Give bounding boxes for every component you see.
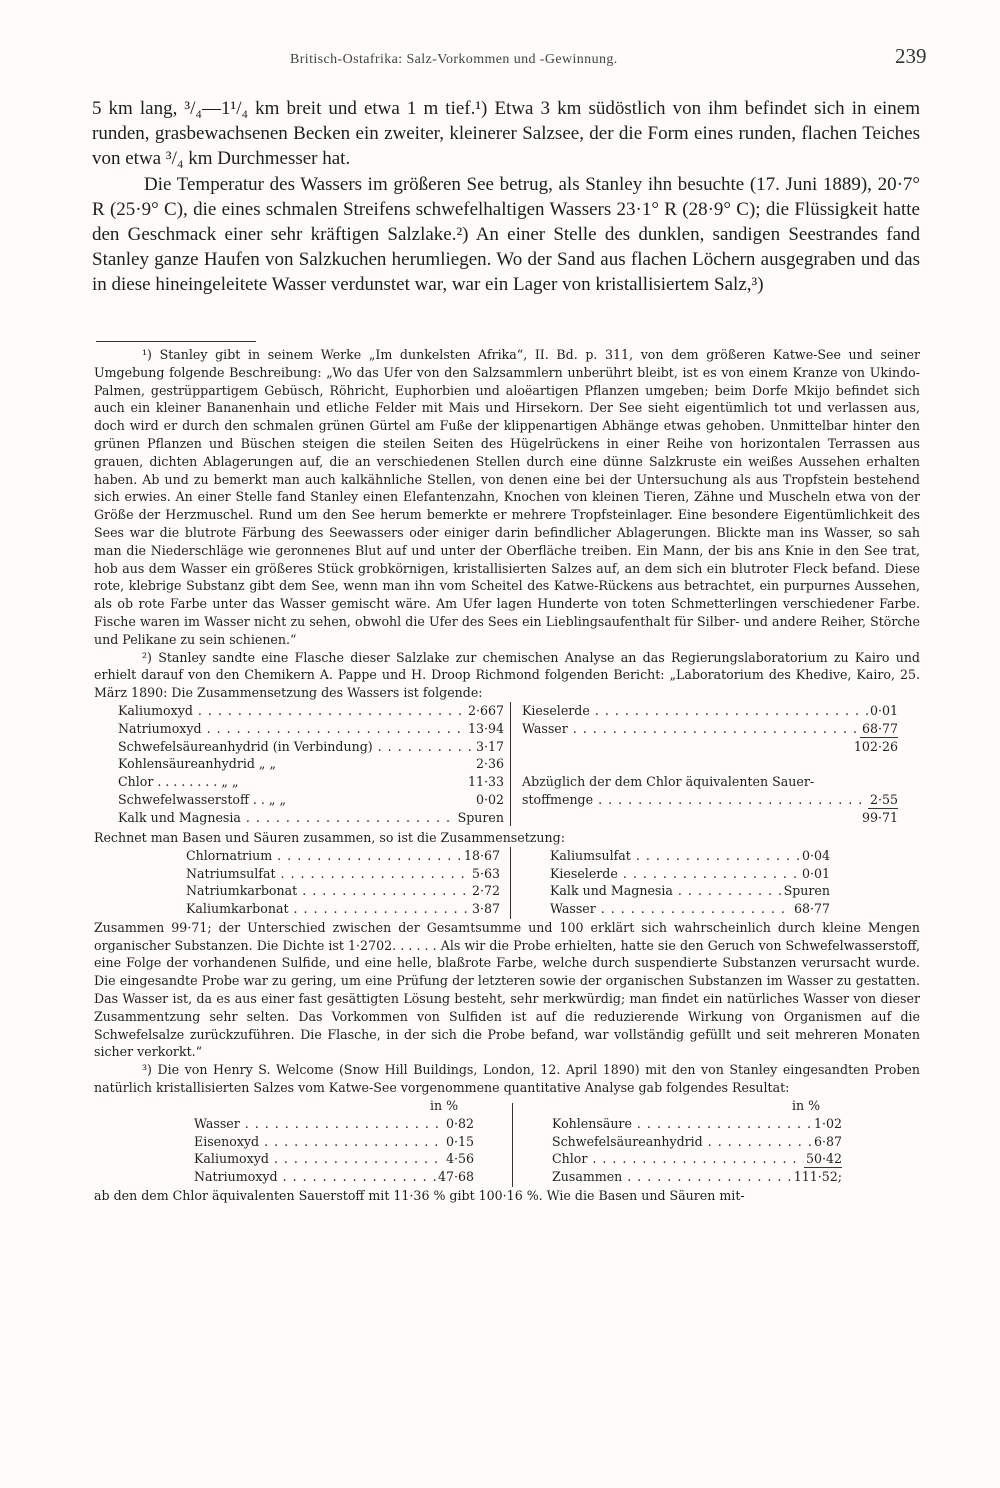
table-row [118,738,504,756]
row-label: Chlor . . . [552,1150,804,1168]
table-row [194,1133,474,1151]
row-label: Kaliumsulfat . . . [550,847,800,865]
analysis-table-1 [94,702,920,829]
row-value: 2·55 [869,791,898,807]
row-value: 3·87 [471,901,500,917]
row-value: Spuren [783,883,830,899]
row-label: Schwefelsäureanhydrid . . . [552,1133,812,1151]
row-value [896,773,898,791]
row-value: Spuren [457,809,504,825]
row-label: Kieselerde . . . [522,702,868,720]
row-label: stoffmenge . . . [522,791,868,809]
row-value: 68·77 [793,901,830,917]
analysis-table-3-right [552,1115,842,1186]
table-divider [510,847,511,919]
row-label: Natriumoxyd . . . [118,720,466,738]
table-row [118,755,504,773]
row-value: 0·15 [445,1133,474,1149]
table-row [522,755,898,773]
row-label: Kieselerde . . . [550,865,800,883]
analysis-table-2-left [186,847,500,918]
row-label: Eisenoxyd . . . [194,1133,444,1151]
text-between: Rechnet man Basen und Säuren zusammen, so ist die Zusammensetzung: [94,829,565,845]
row-label: Kaliumoxyd . . . [194,1150,444,1168]
row-label: Natriumoxyd . . . [194,1168,436,1186]
row-value: 2·36 [475,756,504,772]
table-row [552,1115,842,1133]
paragraph-2: Die Temperatur des Wassers im größeren See betrug, als Stanley ihn besuchte (17. Juni 1889), 20·7° R (25·9° C), die eines schmalen Streifens schwefelhaltigen Wassers 23·1° R (28·9° C); die Flüssigkeit hatte den Geschmack einer sehr kräftigen Salzlake.²) An einer Stelle des dunklen, sandigen Seestrandes fand Stanley ganze Haufen von Salzkuchen herumliegen. Wo der Sand aus flachen Löchern ausgegraben und das in diese hineingeleitete Wasser verdunstet war, war ein Lager von kristallisiertem Salz,³) [92,173,920,296]
table-row [118,791,504,809]
row-value: 13·94 [467,720,504,736]
row-value: 2·72 [471,883,500,899]
table-row [552,1133,842,1151]
table-row [522,720,898,738]
row-value: 1·02 [813,1115,842,1131]
row-value: 0·04 [801,847,830,863]
page-number: 239 [895,44,927,68]
footnote-2-continued: Zusammen 99·71; der Unterschied zwischen der Gesamtsumme und 100 erklärt sich wahrscheinlich durch kleine Mengen organischer Substanzen. Die Dichte ist 1·2702. . . . . . Als wir die Probe erhielten, hatte sie den Geruch von Schwefelwasserstoff, eine Folge der vorhandenen Sulfide, und eine helle, blaßrote Farbe, welche durch suspendierte Substanzen verursacht wurde. Die eingesandte Probe war zu gering, um eine Prüfung der letzteren sowie der organischen Substanzen im Wasser zu gestatten. Das Wasser ist, da es aus einer fast gesättigten Lösung besteht, sehr merkwürdig; man findet ein natürliches Wasser von dieser Zusammentzung sehr selten. Das Vorkommen von Sulfiden ist auf die reduzierende Wirkung von Organismen auf die Schwefelsalze zurückzuführen. Die Flasche, in der sich die Probe befand, war vollständig gefüllt und seit mehreren Monaten sicher verkorkt.“ [94,919,920,1060]
footnote-1: ¹) Stanley gibt in seinem Werke „Im dunkelsten Afrika“, II. Bd. p. 311, von dem größeren Katwe-See und seiner Umgebung folgende Beschreibung: „Wo das Ufer von den Salzsammlern unberührt bleibt, ist es von einem Kranze von Ukindo-Palmen, gestrüppartigem Gebüsch, Röhricht, Euphorbien und aloëartigen Pflanzen umgeben; beim Dorfe Mkijo befindet sich auch ein kleiner Bananenhain und etliche Felder mit Mais und Hirsekorn. Der See sieht eigentümlich tot und verlassen aus, doch wird er durch den schmalen grünen Gürtel am Fuße der klippenartigen Abhänge etwas gehoben. Unmittelbar hinter den grünen Pflanzen und Büschen steigen die steilen Seiten des Hügelrückens in einer Reihe von horizontalen Terrassen aus grauen, dichten Ablagerungen auf, die an verschiedenen Stellen durch eine dünne Salzkruste ein weißes Aussehen erhalten haben. Ab und zu bemerkt man auch kalkähnliche Stellen, von denen eine bei der Untersuchung als aus Tropfstein bestehend sich erwies. An einer Stelle fand Stanley einen Elefantenzahn, Knochen von kleinen Tieren, Zähne und Muscheln etwa von der Größe der Herzmuschel. Rund um den See herum bemerkte er mehrere Tropfsteinlager. Eine besondere Eigentümlichkeit des Sees war die blutrote Färbung des Seewassers oder einiger darin befindlicher Ablagerungen. Blickte man ins Wasser, so sah man die Niederschläge wie geronnenes Blut auf und unter der Oberfläche treiben. Ein Mann, der bis ans Knie in den See trat, hob aus dem Wasser ein größeres Stück grobkörnigen, kristallisierten Salzes auf, an dem sich ein blutroter Fleck befand. Diese rote, klebrige Substanz gibt dem See, wenn man ihn vom Scheitel des Katwe-Rückens aus betrachtet, ein purpurnes Aussehen, als ob rote Farbe unter das Wasser gemischt wäre. Am Ufer lagen Hunderte von toten Schmetterlingen verschiedener Farbe. Fische waren im Wasser nicht zu sehen, obwohl die Ufer des Sees ein Lieblingsaufenthalt für Silber- und andere Reiher, Störche und Pelikane zu sein schienen.“ [94,347,920,647]
row-value [896,755,898,773]
table-row [118,809,504,827]
table-row [552,1168,842,1186]
table-row [552,1150,842,1168]
analysis-table-1-left [118,702,504,827]
row-label: Kohlensäure . . . [552,1115,812,1133]
footnote-rule [96,341,256,342]
table-row [550,900,830,918]
table-row [550,847,830,865]
analysis-table-1-right [522,702,898,827]
row-value: 102·26 [853,738,898,754]
row-label [522,809,860,827]
row-label: Natriumsulfat . . . [186,865,470,883]
table-row [194,1168,474,1186]
row-value: 0·01 [801,865,830,881]
row-value: 99·71 [861,809,898,825]
table-row [522,702,898,720]
row-label: Kaliumoxyd . . . [118,702,466,720]
footnote-3: ³) Die von Henry S. Welcome (Snow Hill Buildings, London, 12. April 1890) mit den von Stanley eingesandten Proben natürlich kristallisierten Salzes vom Katwe-See vorgenommene quantitative Analyse gab folgendes Resultat: [94,1062,920,1095]
row-label: Chlor . . . . . . . . „ „ [118,774,239,790]
row-label: Zusammen . . . [552,1168,792,1186]
row-value: 47·68 [437,1169,474,1185]
table-divider [512,1103,513,1187]
table-row [522,809,898,827]
analysis-table-3 [94,1097,920,1187]
row-value: 68·77 [861,720,898,736]
footnote-2: ²) Stanley sandte eine Flasche dieser Salzlake zur chemischen Analyse an das Regierungslaboratorium zu Kairo und erhielt darauf von den Chemikern A. Pappe und H. Droop Richmond folgenden Bericht: „Laboratorium des Khedive, Kairo, 25. März 1890: Die Zusammensetzung des Wassers ist folgende: [94,649,920,701]
table-row [186,865,500,883]
main-text [92,96,920,298]
row-value: 0·82 [445,1115,474,1131]
row-value: 5·63 [471,865,500,881]
row-value: 111·52; [793,1169,842,1185]
paragraph-1: 5 km lang, ³/₄—1¹/₄ km breit und etwa 1 m tief.¹) Etwa 3 km südöstlich von ihm befindet sich in einem runden, grasbewachsenen Becken ein zweiter, kleinerer Salzsee, der die Form eines runden, flachen Teiches von etwa ³/₄ km Durchmesser hat. [92,98,920,170]
row-label: Wasser . . . [194,1115,444,1133]
table-row [186,847,500,865]
table-row [194,1115,474,1133]
analysis-table-3-left [194,1115,474,1186]
table-divider [510,702,511,826]
row-label [522,755,896,773]
table-row [550,882,830,900]
table-row [522,773,898,791]
table-row [522,791,898,809]
table-row [186,900,500,918]
row-label: Wasser . . . [550,900,792,918]
row-value: 0·01 [869,702,898,718]
row-value: 50·42 [805,1151,842,1167]
table-row [522,738,898,756]
row-value: 11·33 [467,774,504,790]
row-label: Chlornatrium . . . [186,847,462,865]
analysis-table-2-right [550,847,830,918]
table-row [118,702,504,720]
row-label: Kalk und Magnesia . . . [550,882,782,900]
unit-header-right: in % [792,1097,821,1113]
row-label: Schwefelwasserstoff . . „ „ [118,791,286,807]
row-label: Kohlensäureanhydrid „ „ [118,756,276,772]
table-row [550,865,830,883]
analysis-table-2 [94,847,920,919]
row-label [522,738,852,756]
row-value: 2·667 [467,702,504,718]
row-value: 0·02 [475,791,504,807]
table-row [186,882,500,900]
row-label: Kalk und Magnesia . . . [118,809,456,827]
row-label: Wasser . . . [522,720,860,738]
unit-header-left: in % [430,1097,459,1113]
last-line: ab den dem Chlor äquivalenten Sauerstoff mit 11·36 % gibt 100·16 %. Wie die Basen und Säuren mit- [94,1187,745,1203]
row-label: Abzüglich der dem Chlor äquivalenten Sauer- [522,774,815,790]
table-row [118,720,504,738]
footnotes [94,346,920,1205]
running-head: Britisch-Ostafrika: Salz-Vorkommen und -Gewinnung. [290,52,618,67]
row-value: 4·56 [445,1151,474,1167]
table-row [118,773,504,791]
row-label: Kaliumkarbonat . . . [186,900,470,918]
row-value: 18·67 [463,847,500,863]
row-label: Schwefelsäureanhydrid (in Verbindung) . . . [118,738,474,756]
row-value: 3·17 [475,738,504,754]
row-label: Natriumkarbonat . . . [186,882,470,900]
row-value: 6·87 [813,1133,842,1149]
table-row [194,1150,474,1168]
